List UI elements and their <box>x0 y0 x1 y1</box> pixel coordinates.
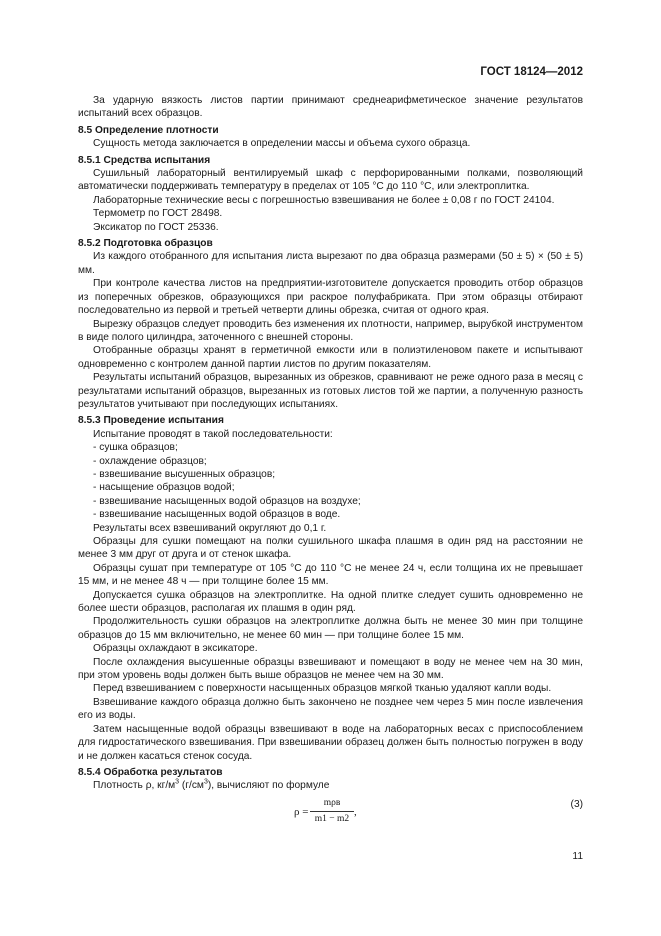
paragraph: Результаты всех взвешиваний округляют до 0,1 г. <box>93 522 327 534</box>
list-item: - взвешивание насыщенных водой образцов в воде. <box>93 509 341 521</box>
unit-exponent: 3 <box>203 778 208 786</box>
density-formula <box>78 797 583 831</box>
density-unit-g: (г/см <box>179 780 204 792</box>
subsection-heading: 8.5.4 Обработка результатов <box>78 766 223 778</box>
paragraph: Сушильный лабораторный вентилируемый шкаф с перфорированными полками, позволяющий автоматически поддерживать температуру в пределах от 105 °С до 110 °С, или электроплитка. <box>78 168 583 193</box>
paragraph: Образцы сушат при температуре от 105 °С до 110 °С не менее 24 ч, если толщина их не превышает 15 мм, и не менее 48 ч — при толщине более 15 мм. <box>78 562 583 588</box>
subsection-heading: 8.5.2 Подготовка образцов <box>78 238 213 250</box>
paragraph: Отобранные образцы хранят в герметичной емкости или в полиэтиленовом пакете и испытывают одновременно с контролем данной партии листов по другим показателям. <box>78 345 583 370</box>
section-heading: 8.5 Определение плотности <box>78 124 219 136</box>
paragraph: Допускается сушка образцов на электроплитке. На одной плитке следует сушить одновременно не более шести образцов, располагая их плашмя в один ряд. <box>78 589 583 615</box>
rho-symbol: ρ <box>145 780 152 792</box>
subsection-heading: 8.5.3 Проведение испытания <box>78 415 224 427</box>
paragraph: Сущность метода заключается в определении массы и объема сухого образца. <box>93 138 471 150</box>
formula-fraction <box>310 797 354 827</box>
document-code: ГОСТ 18124—2012 <box>480 66 583 78</box>
paragraph: Вырезку образцов следует проводить без изменения их плотности, например, вырубкой инструментом в виде полого цилиндра, заточенного с внешней стороны. <box>78 318 583 343</box>
paragraph: Продолжительность сушки образцов на электроплитке должна быть не менее 30 мин при толщине образцов до 15 мм включительно, не менее 60 мин — при толщине более 15 мм. <box>78 616 583 641</box>
paragraph: Лабораторные технические весы с погрешностью взвешивания не более ± 0,08 г по ГОСТ 24104. <box>93 194 555 206</box>
paragraph: Взвешивание каждого образца должно быть закончено не позднее чем через 5 мин после извлечения его из воды. <box>78 696 583 722</box>
density-unit-kg: , кг/м <box>151 780 176 792</box>
paragraph: После охлаждения высушенные образцы взвешивают и помещают в воду не менее чем на 30 мин, при этом уровень воды должен быть выше образцов не менее чем на 30 мм. <box>78 656 583 682</box>
paragraph: Эксикатор по ГОСТ 25336. <box>93 221 219 233</box>
paragraph: Перед взвешиванием с поверхности насыщенных образцов мягкой тканью удаляют капли воды. <box>93 683 552 695</box>
paragraph: Испытание проводят в такой последовательности: <box>93 428 333 440</box>
paragraph: Образцы для сушки помещают на полки сушильного шкафа плашмя в один ряд на расстоянии не менее 3 мм друг от друга и от стенок шкафа. <box>78 536 583 561</box>
list-item: - охлаждение образцов; <box>93 455 207 467</box>
paragraph: Из каждого отобранного для испытания листа вырезают по два образца размерами (50 ± 5) × (50 ± 5) мм. <box>78 251 583 276</box>
list-item: - взвешивание высушенных образцов; <box>93 468 276 480</box>
unit-exponent: 3 <box>175 778 180 786</box>
list-item: - взвешивание насыщенных водой образцов на воздухе; <box>93 495 361 507</box>
paragraph: Образцы охлаждают в эксикаторе. <box>93 643 258 655</box>
formula-denominator: m1 − m2 <box>314 814 350 825</box>
density-definition <box>78 779 583 792</box>
formula-lhs: ρ = <box>294 805 309 818</box>
page-number: 11 <box>572 851 583 862</box>
paragraph: Затем насыщенные водой образцы взвешивают в воде на лабораторных весах с приспособлением для гидростатического взвешивания. При взвешивании образец должен быть полностью погружен в воду и не должен касаться стенок сосуда. <box>78 723 583 762</box>
list-item: - насыщение образцов водой; <box>93 482 235 494</box>
paragraph: За ударную вязкость листов партии принимают среднеарифметическое значение результатов испытаний всех образцов. <box>78 95 583 120</box>
paragraph: При контроле качества листов на предприятии-изготовителе допускается проводить отбор образцов из поперечных обрезков, образующихся при раскрое полуфабриката. При этом образцы отбирают последовательно из первой и третьей четверти длины обрезка, считая от одного края. <box>78 278 583 317</box>
formula-comma: , <box>354 805 357 818</box>
page-body <box>78 94 583 831</box>
paragraph: Термометр по ГОСТ 28498. <box>93 208 223 220</box>
formula-numerator: mρв <box>310 797 354 812</box>
density-text-after: ), вычисляют по формуле <box>207 780 330 792</box>
density-text-before: Плотность <box>93 780 146 792</box>
paragraph: Результаты испытаний образцов, вырезанных из обрезков, сравнивают не реже одного раза в месяц с результатами испытаний образцов, вырезанных из готовых листов той же партии, а полученную разность результатов учитывают при последующих испытаниях. <box>78 372 583 410</box>
equation-number: (3) <box>570 798 583 810</box>
list-item: - сушка образцов; <box>93 442 178 454</box>
subsection-heading: 8.5.1 Средства испытания <box>78 154 211 166</box>
